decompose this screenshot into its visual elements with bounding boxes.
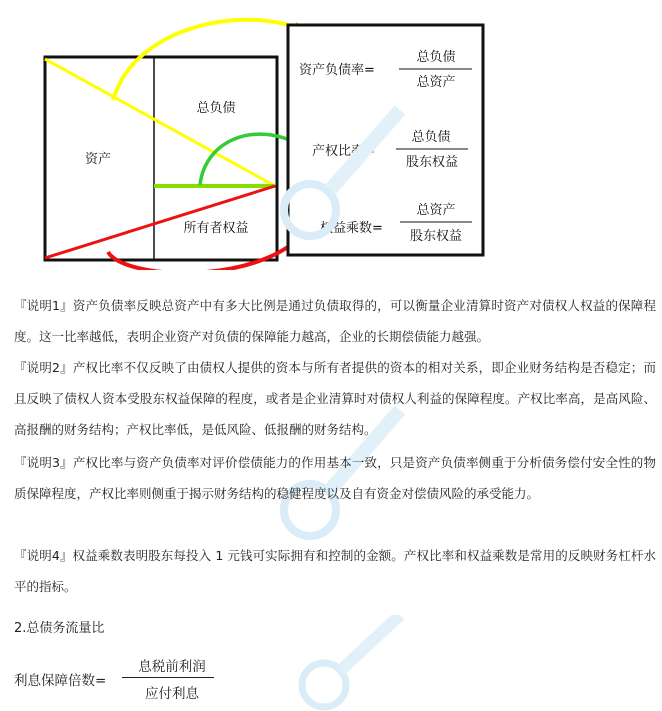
note-tag: 『说明2』 — [14, 360, 73, 375]
note-3 — [14, 447, 656, 509]
note-text: 产权比率不仅反映了由债权人提供的资本与所有者提供的资本的相对关系，即企业财务结构是否稳定；而且反映了债权人资本受股东权益保障的程度，或者是企业清算时对债权人利益的保障程度。产权比率高，是高风险、高报酬的财务结构；产权比率低，是低风险、低报酬的财务结构。 — [14, 360, 656, 437]
owners-equity-label: 所有者权益 — [183, 221, 249, 236]
interest-coverage-formula — [14, 655, 234, 705]
note-tag: 『说明4』 — [14, 548, 73, 563]
formula-denominator: 应付利息 — [145, 686, 199, 702]
note-text: 产权比率与资产负债率对评价偿债能力的作用基本一致，只是资产负债率侧重于分析债务偿付安全性的物质保障程度，产权比率则侧重于揭示财务结构的稳健程度以及自有资金对偿债风险的承受能力。 — [14, 455, 656, 501]
watermark-logo — [290, 615, 410, 711]
note-text: 权益乘数表明股东每投入 1 元钱可实际拥有和控制的金额。产权比率和权益乘数是常用的反映财务杠杆水平的指标。 — [14, 548, 657, 594]
formula-numerator: 总资产 — [416, 203, 456, 218]
balance-sheet-diagram — [0, 0, 662, 270]
formula-label: 权益乘数= — [320, 221, 383, 236]
assets-label: 资产 — [84, 152, 112, 167]
note-text: 资产负债率反映总资产中有多大比例是通过负债取得的，可以衡量企业清算时资产对债权人权益的保障程度。这一比率越低，表明企业资产对负债的保障能力越高，企业的长期偿债能力越强。 — [14, 298, 656, 344]
formula-numerator: 息税前利润 — [138, 659, 206, 675]
formula-label: 利息保障倍数= — [14, 673, 107, 689]
note-4 — [14, 540, 656, 602]
formula-label: 产权比率= — [312, 144, 375, 159]
formula-denominator: 股东权益 — [409, 229, 463, 244]
fraction-bar — [122, 677, 214, 678]
total-liabilities-label: 总负债 — [196, 101, 236, 116]
note-tag: 『说明3』 — [14, 455, 73, 470]
formula-denominator: 总资产 — [416, 75, 456, 90]
formula-numerator: 总负债 — [411, 130, 451, 145]
note-tag: 『说明1』 — [14, 298, 73, 313]
formula-denominator: 股东权益 — [405, 155, 459, 170]
formula-label: 资产负债率= — [299, 63, 375, 78]
formula-numerator: 总负债 — [416, 50, 456, 65]
note-1 — [14, 290, 656, 352]
section-title: 2.总债务流量比 — [14, 621, 105, 636]
note-2 — [14, 352, 656, 445]
